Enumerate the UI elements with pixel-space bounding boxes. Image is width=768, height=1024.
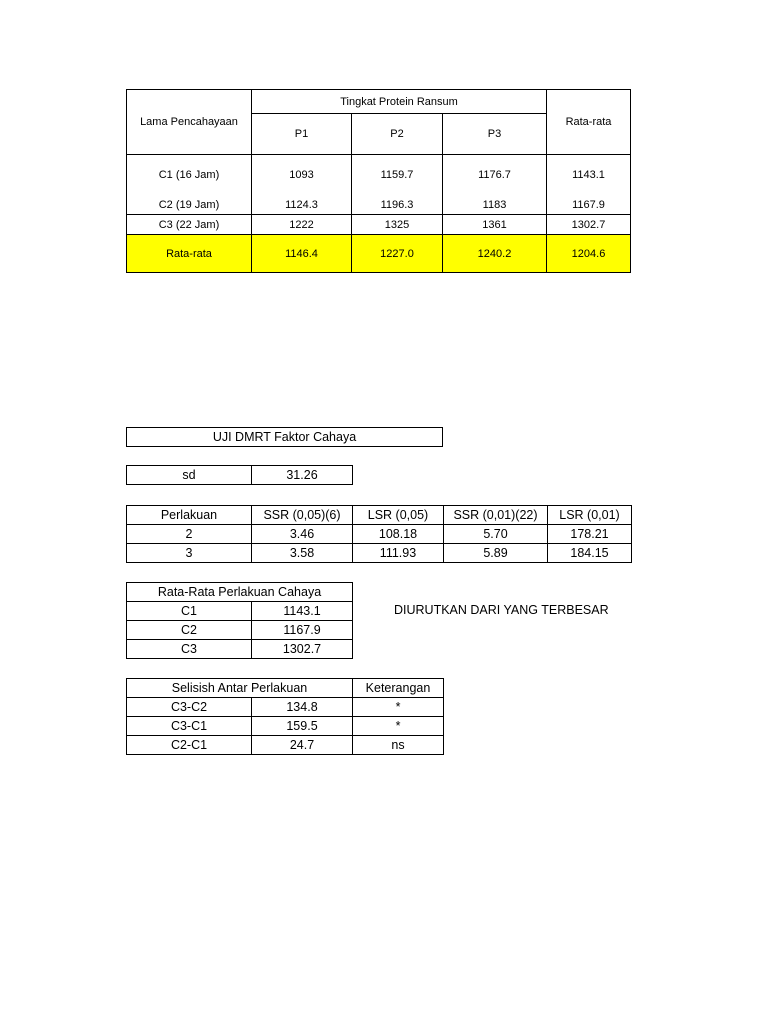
header-p1: P1 xyxy=(252,114,352,155)
sd-label: sd xyxy=(127,466,252,485)
header-lama-pencahayaan: Lama Pencahayaan xyxy=(127,90,252,155)
header-p2: P2 xyxy=(352,114,443,155)
cell-p3: 1361 xyxy=(443,215,547,235)
row-label: C1 (16 Jam) xyxy=(127,155,252,196)
cell: 5.70 xyxy=(444,525,548,544)
cell-avg: 1143.1 xyxy=(547,155,631,196)
cell: C1 xyxy=(127,602,252,621)
cell-p1: 1222 xyxy=(252,215,352,235)
header-tingkat-protein: Tingkat Protein Ransum xyxy=(252,90,547,114)
cell-p3: 1176.7 xyxy=(443,155,547,196)
header-ssr-001: SSR (0,01)(22) xyxy=(444,506,548,525)
table-row xyxy=(127,717,444,736)
cell: 111.93 xyxy=(353,544,444,563)
cell: 1302.7 xyxy=(252,640,353,659)
lsr-table xyxy=(126,505,632,563)
table-row xyxy=(127,215,631,235)
cell: * xyxy=(353,717,444,736)
total-avg: 1204.6 xyxy=(547,235,631,273)
header-rata-rata: Rata-rata xyxy=(547,90,631,155)
cell: 159.5 xyxy=(252,717,353,736)
header-ssr-005: SSR (0,05)(6) xyxy=(252,506,353,525)
cell: C2 xyxy=(127,621,252,640)
cell: 3 xyxy=(127,544,252,563)
table-row xyxy=(127,621,353,640)
cell: 108.18 xyxy=(353,525,444,544)
sort-note: DIURUTKAN DARI YANG TERBESAR xyxy=(394,603,609,617)
means-header: Rata-Rata Perlakuan Cahaya xyxy=(127,583,353,602)
cell: 24.7 xyxy=(252,736,353,755)
total-label: Rata-rata xyxy=(127,235,252,273)
table-row xyxy=(127,544,632,563)
cell: 178.21 xyxy=(548,525,632,544)
cell: C2-C1 xyxy=(127,736,252,755)
cell-p3: 1183 xyxy=(443,195,547,215)
table-row xyxy=(127,640,353,659)
cell: 184.15 xyxy=(548,544,632,563)
header-keterangan: Keterangan xyxy=(353,679,444,698)
cell: 3.58 xyxy=(252,544,353,563)
header-p3: P3 xyxy=(443,114,547,155)
cell: ns xyxy=(353,736,444,755)
cell: C3-C2 xyxy=(127,698,252,717)
cell: C3 xyxy=(127,640,252,659)
total-row xyxy=(127,235,631,273)
dmrt-title: UJI DMRT Faktor Cahaya xyxy=(127,428,443,447)
cell: 3.46 xyxy=(252,525,353,544)
cell-p1: 1124.3 xyxy=(252,195,352,215)
dmrt-title-box xyxy=(126,427,443,447)
row-label: C3 (22 Jam) xyxy=(127,215,252,235)
cell-p2: 1159.7 xyxy=(352,155,443,196)
cell: 1143.1 xyxy=(252,602,353,621)
table-row xyxy=(127,195,631,215)
cell-p1: 1093 xyxy=(252,155,352,196)
cell-avg: 1167.9 xyxy=(547,195,631,215)
header-perlakuan: Perlakuan xyxy=(127,506,252,525)
header-selisih: Selisish Antar Perlakuan xyxy=(127,679,353,698)
sd-table xyxy=(126,465,353,485)
header-lsr-001: LSR (0,01) xyxy=(548,506,632,525)
lsr-header-row xyxy=(127,506,632,525)
header-lsr-005: LSR (0,05) xyxy=(353,506,444,525)
sd-value: 31.26 xyxy=(252,466,353,485)
cell: C3-C1 xyxy=(127,717,252,736)
table-row xyxy=(127,155,631,196)
means-table xyxy=(126,582,353,659)
protein-lighting-table xyxy=(126,89,631,273)
cell: 2 xyxy=(127,525,252,544)
diff-header-row xyxy=(127,679,444,698)
cell: 134.8 xyxy=(252,698,353,717)
total-p1: 1146.4 xyxy=(252,235,352,273)
cell-avg: 1302.7 xyxy=(547,215,631,235)
total-p3: 1240.2 xyxy=(443,235,547,273)
cell: 1167.9 xyxy=(252,621,353,640)
cell-p2: 1325 xyxy=(352,215,443,235)
row-label: C2 (19 Jam) xyxy=(127,195,252,215)
differences-table xyxy=(126,678,444,755)
cell-p2: 1196.3 xyxy=(352,195,443,215)
total-p2: 1227.0 xyxy=(352,235,443,273)
table-row xyxy=(127,602,353,621)
table-row xyxy=(127,736,444,755)
table-row xyxy=(127,525,632,544)
table-row xyxy=(127,698,444,717)
cell: 5.89 xyxy=(444,544,548,563)
cell: * xyxy=(353,698,444,717)
